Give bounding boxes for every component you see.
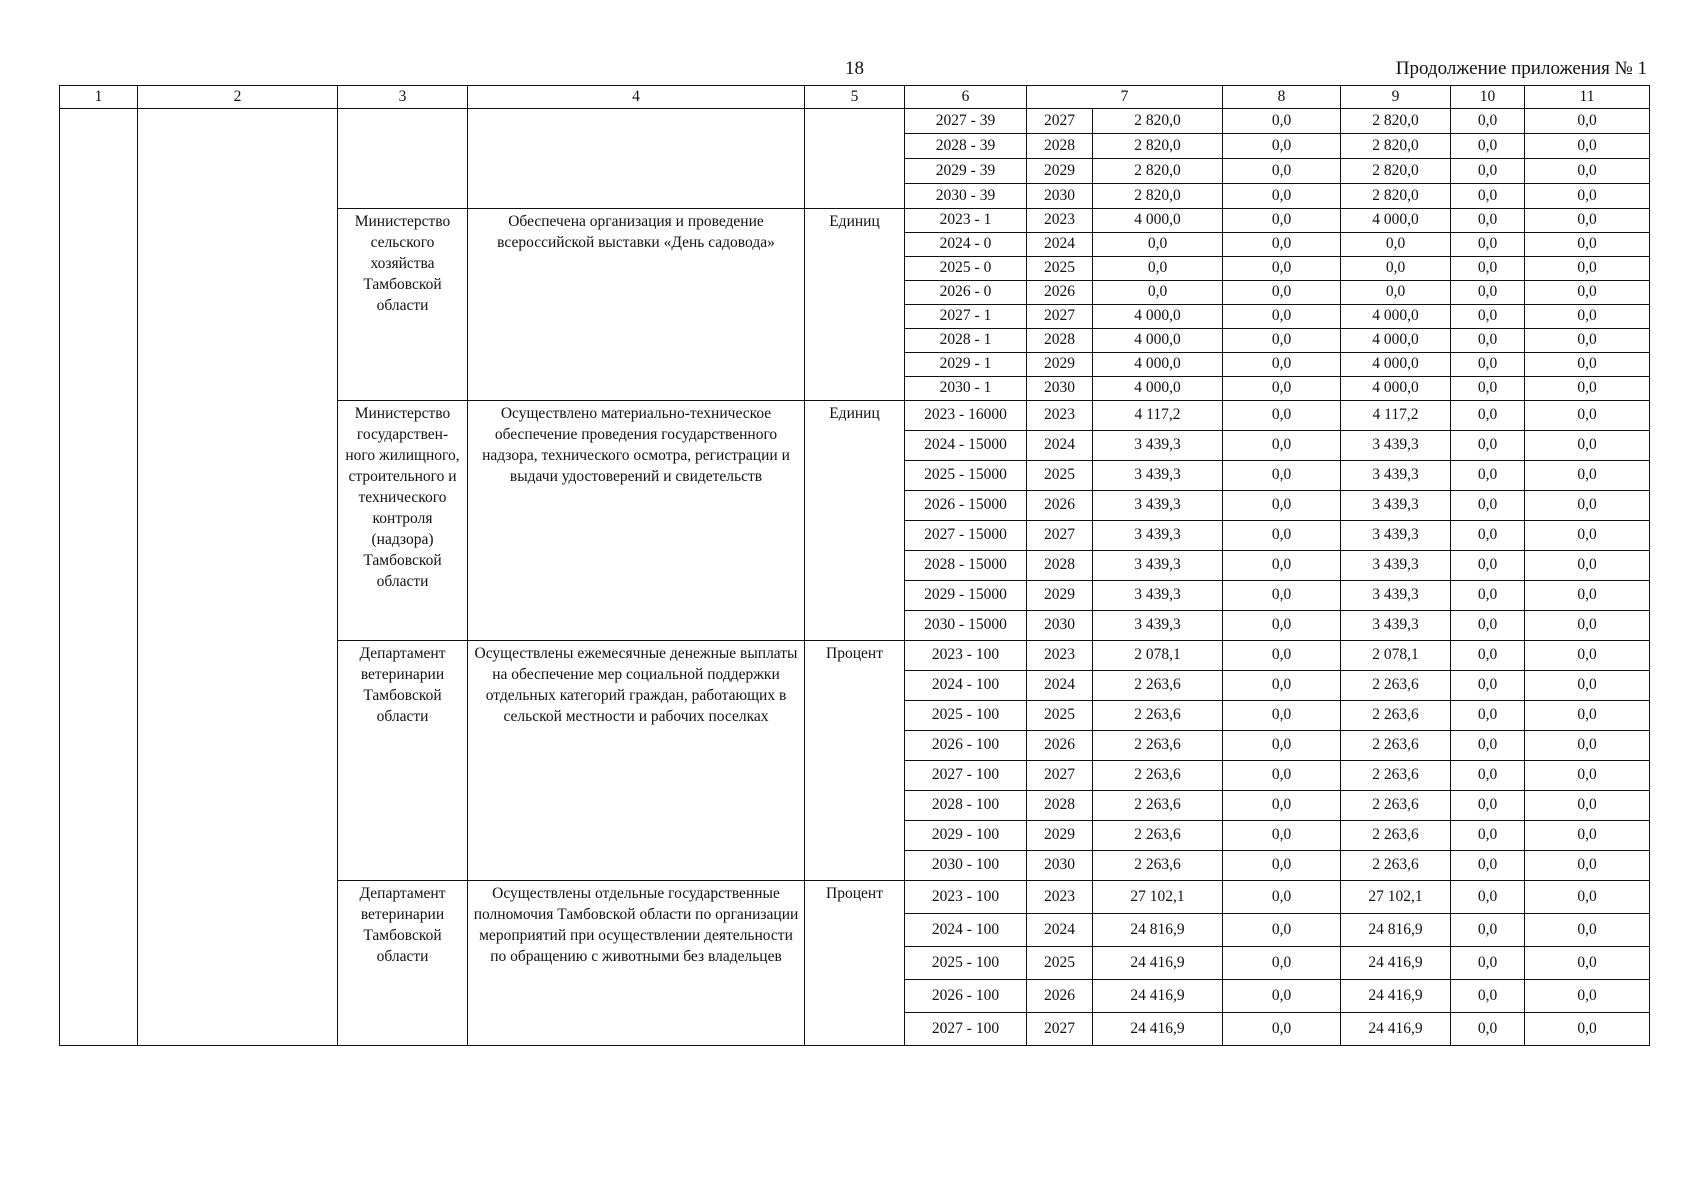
other-sources: 0,0 (1525, 731, 1650, 761)
federal-budget: 0,0 (1223, 821, 1341, 851)
indicator-year-value: 2024 - 15000 (905, 431, 1027, 461)
column-number: 11 (1525, 86, 1650, 109)
table-body (60, 86, 1650, 1046)
regional-budget: 4 000,0 (1341, 329, 1451, 353)
federal-budget: 0,0 (1223, 881, 1341, 914)
federal-budget: 0,0 (1223, 461, 1341, 491)
total-amount: 24 416,9 (1093, 980, 1223, 1013)
other-sources: 0,0 (1525, 281, 1650, 305)
total-amount: 2 263,6 (1093, 761, 1223, 791)
year: 2024 (1027, 671, 1093, 701)
local-budget: 0,0 (1451, 731, 1525, 761)
federal-budget: 0,0 (1223, 134, 1341, 159)
year: 2030 (1027, 851, 1093, 881)
other-sources: 0,0 (1525, 257, 1650, 281)
other-sources: 0,0 (1525, 980, 1650, 1013)
local-budget: 0,0 (1451, 329, 1525, 353)
indicator-year-value: 2029 - 100 (905, 821, 1027, 851)
indicator-year-value: 2028 - 15000 (905, 551, 1027, 581)
other-sources: 0,0 (1525, 611, 1650, 641)
regional-budget: 4 000,0 (1341, 353, 1451, 377)
executor-name: Министерство государствен-ного жилищного, строительного и технического контроля (надзора) Тамбовской области (338, 401, 468, 641)
year: 2026 (1027, 281, 1093, 305)
other-sources: 0,0 (1525, 431, 1650, 461)
other-sources: 0,0 (1525, 641, 1650, 671)
indicator-year-value: 2028 - 1 (905, 329, 1027, 353)
federal-budget: 0,0 (1223, 257, 1341, 281)
total-amount: 2 263,6 (1093, 791, 1223, 821)
local-budget: 0,0 (1451, 353, 1525, 377)
indicator-year-value: 2025 - 15000 (905, 461, 1027, 491)
year: 2026 (1027, 731, 1093, 761)
total-amount: 2 820,0 (1093, 109, 1223, 134)
table-row (60, 109, 1650, 134)
indicator-year-value: 2024 - 100 (905, 914, 1027, 947)
total-amount: 2 263,6 (1093, 701, 1223, 731)
regional-budget: 2 263,6 (1341, 851, 1451, 881)
year: 2023 (1027, 641, 1093, 671)
regional-budget: 2 263,6 (1341, 701, 1451, 731)
column-number: 6 (905, 86, 1027, 109)
column-number-row (60, 86, 1650, 109)
total-amount: 2 263,6 (1093, 821, 1223, 851)
federal-budget: 0,0 (1223, 980, 1341, 1013)
total-amount: 2 820,0 (1093, 134, 1223, 159)
year: 2029 (1027, 821, 1093, 851)
year: 2029 (1027, 581, 1093, 611)
column-number: 10 (1451, 86, 1525, 109)
federal-budget: 0,0 (1223, 791, 1341, 821)
indicator-year-value: 2023 - 100 (905, 641, 1027, 671)
regional-budget: 24 416,9 (1341, 1013, 1451, 1046)
year: 2026 (1027, 980, 1093, 1013)
local-budget: 0,0 (1451, 257, 1525, 281)
page-number: 18 (845, 58, 864, 79)
local-budget: 0,0 (1451, 701, 1525, 731)
unit-cell-empty (805, 109, 905, 209)
regional-budget: 24 816,9 (1341, 914, 1451, 947)
local-budget: 0,0 (1451, 881, 1525, 914)
column-number: 8 (1223, 86, 1341, 109)
regional-budget: 27 102,1 (1341, 881, 1451, 914)
indicator-year-value: 2026 - 15000 (905, 491, 1027, 521)
indicator-year-value: 2023 - 100 (905, 881, 1027, 914)
federal-budget: 0,0 (1223, 851, 1341, 881)
year: 2030 (1027, 611, 1093, 641)
year: 2027 (1027, 1013, 1093, 1046)
federal-budget: 0,0 (1223, 701, 1341, 731)
other-sources: 0,0 (1525, 701, 1650, 731)
result-cell-empty (468, 109, 805, 209)
total-amount: 24 416,9 (1093, 1013, 1223, 1046)
local-budget: 0,0 (1451, 233, 1525, 257)
indicator-year-value: 2024 - 100 (905, 671, 1027, 701)
local-budget: 0,0 (1451, 401, 1525, 431)
total-amount: 3 439,3 (1093, 461, 1223, 491)
column-number: 1 (60, 86, 138, 109)
local-budget: 0,0 (1451, 209, 1525, 233)
total-amount: 27 102,1 (1093, 881, 1223, 914)
year: 2029 (1027, 159, 1093, 184)
indicator-year-value: 2029 - 1 (905, 353, 1027, 377)
federal-budget: 0,0 (1223, 641, 1341, 671)
federal-budget: 0,0 (1223, 401, 1341, 431)
federal-budget: 0,0 (1223, 1013, 1341, 1046)
indicator-year-value: 2025 - 100 (905, 701, 1027, 731)
year: 2025 (1027, 701, 1093, 731)
unit-of-measure: Единиц (805, 401, 905, 641)
regional-budget: 2 820,0 (1341, 109, 1451, 134)
local-budget: 0,0 (1451, 431, 1525, 461)
local-budget: 0,0 (1451, 305, 1525, 329)
regional-budget: 2 820,0 (1341, 159, 1451, 184)
indicator-year-value: 2026 - 100 (905, 980, 1027, 1013)
indicator-year-value: 2030 - 100 (905, 851, 1027, 881)
regional-budget: 3 439,3 (1341, 581, 1451, 611)
unit-of-measure: Единиц (805, 209, 905, 401)
federal-budget: 0,0 (1223, 329, 1341, 353)
local-budget: 0,0 (1451, 134, 1525, 159)
regional-budget: 2 263,6 (1341, 761, 1451, 791)
total-amount: 4 000,0 (1093, 377, 1223, 401)
local-budget: 0,0 (1451, 491, 1525, 521)
other-sources: 0,0 (1525, 134, 1650, 159)
regional-budget: 3 439,3 (1341, 491, 1451, 521)
local-budget: 0,0 (1451, 761, 1525, 791)
year: 2027 (1027, 521, 1093, 551)
total-amount: 3 439,3 (1093, 521, 1223, 551)
other-sources: 0,0 (1525, 209, 1650, 233)
regional-budget: 2 263,6 (1341, 731, 1451, 761)
federal-budget: 0,0 (1223, 353, 1341, 377)
indicator-year-value: 2025 - 0 (905, 257, 1027, 281)
indicator-year-value: 2030 - 39 (905, 184, 1027, 209)
column-number: 2 (138, 86, 338, 109)
federal-budget: 0,0 (1223, 551, 1341, 581)
regional-budget: 2 078,1 (1341, 641, 1451, 671)
total-amount: 0,0 (1093, 281, 1223, 305)
total-amount: 0,0 (1093, 233, 1223, 257)
other-sources: 0,0 (1525, 491, 1650, 521)
indicator-year-value: 2028 - 39 (905, 134, 1027, 159)
year: 2026 (1027, 491, 1093, 521)
other-sources: 0,0 (1525, 551, 1650, 581)
result-description: Осуществлены ежемесячные денежные выплаты на обеспечение мер социальной поддержки отдельных категорий граждан, работающих в сельской местности и рабочих поселках (468, 641, 805, 881)
unit-of-measure: Процент (805, 641, 905, 881)
federal-budget: 0,0 (1223, 233, 1341, 257)
regional-budget: 3 439,3 (1341, 431, 1451, 461)
year: 2028 (1027, 791, 1093, 821)
total-amount: 2 263,6 (1093, 671, 1223, 701)
local-budget: 0,0 (1451, 611, 1525, 641)
indicator-year-value: 2029 - 39 (905, 159, 1027, 184)
federal-budget: 0,0 (1223, 611, 1341, 641)
column-number: 9 (1341, 86, 1451, 109)
other-sources: 0,0 (1525, 329, 1650, 353)
total-amount: 24 416,9 (1093, 947, 1223, 980)
year: 2023 (1027, 401, 1093, 431)
year: 2028 (1027, 551, 1093, 581)
other-sources: 0,0 (1525, 671, 1650, 701)
local-budget: 0,0 (1451, 671, 1525, 701)
regional-budget: 24 416,9 (1341, 947, 1451, 980)
appendix-continuation-note: Продолжение приложения № 1 (1395, 58, 1647, 79)
regional-budget: 4 117,2 (1341, 401, 1451, 431)
indicator-year-value: 2027 - 100 (905, 1013, 1027, 1046)
year: 2025 (1027, 257, 1093, 281)
total-amount: 3 439,3 (1093, 551, 1223, 581)
regional-budget: 3 439,3 (1341, 551, 1451, 581)
total-amount: 0,0 (1093, 257, 1223, 281)
local-budget: 0,0 (1451, 641, 1525, 671)
indicator-year-value: 2024 - 0 (905, 233, 1027, 257)
federal-budget: 0,0 (1223, 521, 1341, 551)
total-amount: 2 263,6 (1093, 731, 1223, 761)
federal-budget: 0,0 (1223, 281, 1341, 305)
total-amount: 2 820,0 (1093, 184, 1223, 209)
federal-budget: 0,0 (1223, 159, 1341, 184)
regional-budget: 0,0 (1341, 233, 1451, 257)
year: 2023 (1027, 209, 1093, 233)
federal-budget: 0,0 (1223, 491, 1341, 521)
other-sources: 0,0 (1525, 881, 1650, 914)
federal-budget: 0,0 (1223, 761, 1341, 791)
year: 2025 (1027, 461, 1093, 491)
col-1-empty (60, 109, 138, 1046)
total-amount: 3 439,3 (1093, 611, 1223, 641)
federal-budget: 0,0 (1223, 947, 1341, 980)
indicator-year-value: 2023 - 16000 (905, 401, 1027, 431)
executor-name: Министерство сельского хозяйства Тамбовской области (338, 209, 468, 401)
indicator-year-value: 2027 - 1 (905, 305, 1027, 329)
regional-budget: 3 439,3 (1341, 461, 1451, 491)
other-sources: 0,0 (1525, 353, 1650, 377)
other-sources: 0,0 (1525, 581, 1650, 611)
regional-budget: 0,0 (1341, 281, 1451, 305)
column-number: 7 (1027, 86, 1223, 109)
column-number: 5 (805, 86, 905, 109)
indicator-year-value: 2029 - 15000 (905, 581, 1027, 611)
year: 2030 (1027, 184, 1093, 209)
year: 2030 (1027, 377, 1093, 401)
col-2-empty (138, 109, 338, 1046)
regional-budget: 2 820,0 (1341, 134, 1451, 159)
executor-name: Департамент ветеринарии Тамбовской области (338, 641, 468, 881)
local-budget: 0,0 (1451, 791, 1525, 821)
local-budget: 0,0 (1451, 461, 1525, 491)
other-sources: 0,0 (1525, 377, 1650, 401)
regional-budget: 0,0 (1341, 257, 1451, 281)
other-sources: 0,0 (1525, 1013, 1650, 1046)
other-sources: 0,0 (1525, 159, 1650, 184)
year: 2027 (1027, 109, 1093, 134)
regional-budget: 4 000,0 (1341, 377, 1451, 401)
year: 2029 (1027, 353, 1093, 377)
federal-budget: 0,0 (1223, 671, 1341, 701)
regional-budget: 2 263,6 (1341, 821, 1451, 851)
executor-name: Департамент ветеринарии Тамбовской области (338, 881, 468, 1046)
local-budget: 0,0 (1451, 184, 1525, 209)
total-amount: 4 000,0 (1093, 209, 1223, 233)
local-budget: 0,0 (1451, 980, 1525, 1013)
federal-budget: 0,0 (1223, 184, 1341, 209)
total-amount: 4 117,2 (1093, 401, 1223, 431)
local-budget: 0,0 (1451, 1013, 1525, 1046)
local-budget: 0,0 (1451, 159, 1525, 184)
regional-budget: 3 439,3 (1341, 521, 1451, 551)
year: 2025 (1027, 947, 1093, 980)
other-sources: 0,0 (1525, 521, 1650, 551)
other-sources: 0,0 (1525, 914, 1650, 947)
result-description: Обеспечена организация и проведение всероссийской выставки «День садовода» (468, 209, 805, 401)
result-description: Осуществлено материально-техническое обеспечение проведения государственного надзора, технического осмотра, регистрации и выдачи удостоверений и свидетельств (468, 401, 805, 641)
local-budget: 0,0 (1451, 377, 1525, 401)
other-sources: 0,0 (1525, 947, 1650, 980)
local-budget: 0,0 (1451, 947, 1525, 980)
local-budget: 0,0 (1451, 521, 1525, 551)
federal-budget: 0,0 (1223, 109, 1341, 134)
local-budget: 0,0 (1451, 914, 1525, 947)
local-budget: 0,0 (1451, 281, 1525, 305)
total-amount: 3 439,3 (1093, 581, 1223, 611)
local-budget: 0,0 (1451, 851, 1525, 881)
local-budget: 0,0 (1451, 109, 1525, 134)
other-sources: 0,0 (1525, 821, 1650, 851)
unit-of-measure: Процент (805, 881, 905, 1046)
other-sources: 0,0 (1525, 461, 1650, 491)
year: 2023 (1027, 881, 1093, 914)
indicator-year-value: 2028 - 100 (905, 791, 1027, 821)
total-amount: 3 439,3 (1093, 491, 1223, 521)
year: 2027 (1027, 305, 1093, 329)
regional-budget: 3 439,3 (1341, 611, 1451, 641)
federal-budget: 0,0 (1223, 431, 1341, 461)
year: 2028 (1027, 329, 1093, 353)
year: 2024 (1027, 431, 1093, 461)
other-sources: 0,0 (1525, 305, 1650, 329)
year: 2027 (1027, 761, 1093, 791)
total-amount: 2 820,0 (1093, 159, 1223, 184)
column-number: 3 (338, 86, 468, 109)
local-budget: 0,0 (1451, 581, 1525, 611)
federal-budget: 0,0 (1223, 305, 1341, 329)
other-sources: 0,0 (1525, 184, 1650, 209)
indicator-year-value: 2030 - 1 (905, 377, 1027, 401)
other-sources: 0,0 (1525, 401, 1650, 431)
federal-budget: 0,0 (1223, 914, 1341, 947)
regional-budget: 24 416,9 (1341, 980, 1451, 1013)
result-description: Осуществлены отдельные государственные полномочия Тамбовской области по организации мероприятий при осуществлении деятельности по обращению с животными без владельцев (468, 881, 805, 1046)
federal-budget: 0,0 (1223, 731, 1341, 761)
indicator-year-value: 2027 - 100 (905, 761, 1027, 791)
other-sources: 0,0 (1525, 761, 1650, 791)
other-sources: 0,0 (1525, 109, 1650, 134)
regional-budget: 2 263,6 (1341, 671, 1451, 701)
local-budget: 0,0 (1451, 551, 1525, 581)
executor-cell-empty (338, 109, 468, 209)
appendix-table (59, 85, 1650, 1046)
total-amount: 4 000,0 (1093, 353, 1223, 377)
indicator-year-value: 2026 - 100 (905, 731, 1027, 761)
regional-budget: 4 000,0 (1341, 305, 1451, 329)
indicator-year-value: 2027 - 39 (905, 109, 1027, 134)
indicator-year-value: 2030 - 15000 (905, 611, 1027, 641)
total-amount: 4 000,0 (1093, 329, 1223, 353)
other-sources: 0,0 (1525, 851, 1650, 881)
total-amount: 3 439,3 (1093, 431, 1223, 461)
regional-budget: 2 263,6 (1341, 791, 1451, 821)
regional-budget: 2 820,0 (1341, 184, 1451, 209)
year: 2024 (1027, 233, 1093, 257)
regional-budget: 4 000,0 (1341, 209, 1451, 233)
column-number: 4 (468, 86, 805, 109)
federal-budget: 0,0 (1223, 209, 1341, 233)
other-sources: 0,0 (1525, 791, 1650, 821)
indicator-year-value: 2026 - 0 (905, 281, 1027, 305)
indicator-year-value: 2025 - 100 (905, 947, 1027, 980)
federal-budget: 0,0 (1223, 377, 1341, 401)
year: 2024 (1027, 914, 1093, 947)
total-amount: 2 263,6 (1093, 851, 1223, 881)
total-amount: 2 078,1 (1093, 641, 1223, 671)
total-amount: 24 816,9 (1093, 914, 1223, 947)
year: 2028 (1027, 134, 1093, 159)
indicator-year-value: 2027 - 15000 (905, 521, 1027, 551)
federal-budget: 0,0 (1223, 581, 1341, 611)
total-amount: 4 000,0 (1093, 305, 1223, 329)
indicator-year-value: 2023 - 1 (905, 209, 1027, 233)
other-sources: 0,0 (1525, 233, 1650, 257)
local-budget: 0,0 (1451, 821, 1525, 851)
